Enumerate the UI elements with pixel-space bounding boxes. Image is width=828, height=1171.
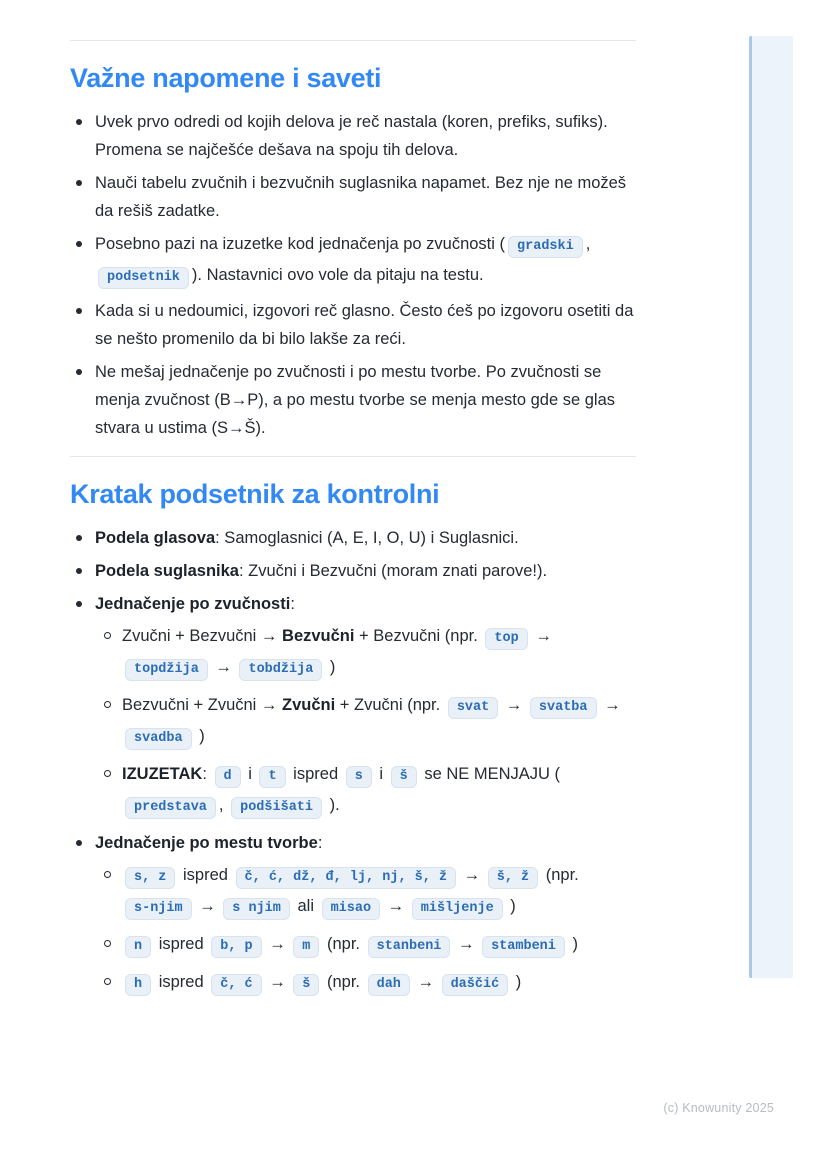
inline-code-badge: mišljenje	[412, 898, 503, 920]
text-run: Posebno pazi na izuzetke kod jednačenja po zvučnosti (	[95, 235, 506, 254]
inline-code-badge: s njim	[223, 898, 290, 920]
text-run: Kada si u nedoumici, izgovori reč glasno. Često ćeš po izgovoru osetiti da se nešto promenilo da bi bilo lakše za reći.	[95, 302, 634, 349]
text-run: →	[264, 935, 291, 954]
section-title: Važne napomene i saveti	[70, 63, 382, 93]
sections-container	[70, 40, 636, 999]
inline-code-badge: m	[293, 936, 319, 958]
bold-text: Jednačenje po mestu tvorbe	[95, 834, 318, 853]
text-run: ).	[325, 796, 340, 815]
text-run: ,	[585, 235, 591, 254]
inline-code-badge: svat	[448, 697, 498, 719]
text-run: (npr.	[322, 973, 365, 992]
inline-code-badge: podsetnik	[98, 267, 189, 289]
text-run: :	[202, 765, 212, 784]
text-run: Zvučni + Bezvučni →	[122, 627, 283, 646]
bold-text: Bezvučni	[282, 627, 355, 646]
text-run: i	[374, 765, 388, 784]
inline-code-badge: svadba	[125, 728, 192, 750]
text-run: →	[459, 866, 485, 885]
list-item	[70, 230, 636, 292]
text-run: ispred	[288, 765, 343, 784]
bold-text: IZUZETAK	[122, 765, 203, 784]
list-item	[70, 590, 636, 822]
text-run: →	[383, 897, 409, 916]
inline-code-badge: t	[259, 766, 285, 788]
text-run: →	[453, 935, 480, 954]
footer-credit: (c) Knowunity 2025	[663, 1101, 774, 1115]
list-item	[70, 169, 636, 225]
text-run: ispred	[178, 866, 233, 885]
inline-code-badge: č, ć, dž, đ, lj, nj, š, ž	[236, 867, 457, 889]
inline-code-badge: misao	[322, 898, 381, 920]
text-run: se NE MENJAJU (	[419, 765, 561, 784]
list-item	[95, 930, 636, 961]
text-run: : Samoglasnici (A, E, I, O, U) i Suglasnici.	[215, 529, 519, 548]
inline-code-badge: tobdžija	[239, 659, 322, 681]
text-run: )	[511, 973, 522, 992]
list-item	[70, 108, 636, 164]
list-item	[95, 968, 636, 999]
inline-code-badge: stanbeni	[368, 936, 451, 958]
text-run: Ne mešaj jednačenje po zvučnosti i po mestu tvorbe. Po zvučnosti se menja zvučnost (B→P), a po mestu tvorbe se menja mesto gde se glas stvara u ustima (S→Š).	[95, 363, 615, 438]
text-run: )	[325, 658, 336, 677]
bold-text: Zvučni	[282, 696, 336, 715]
list-item	[95, 861, 636, 923]
text-run: →	[194, 897, 221, 916]
section-title: Kratak podsetnik za kontrolni	[70, 479, 440, 510]
inline-code-badge: š	[293, 974, 319, 996]
document-content	[70, 0, 636, 1013]
list-item	[70, 524, 636, 552]
text-run: + Bezvučni (npr.	[354, 627, 483, 646]
bullet-list	[70, 524, 636, 999]
text-run: →	[599, 696, 621, 715]
list-item	[70, 557, 636, 585]
inline-code-badge: gradski	[508, 236, 583, 258]
text-run: :	[317, 834, 323, 853]
text-run: →	[210, 658, 237, 677]
text-run: ali	[292, 897, 319, 916]
inline-code-badge: dah	[368, 974, 410, 996]
bullet-list	[70, 108, 636, 442]
text-run: )	[567, 935, 578, 954]
text-run: →	[264, 973, 291, 992]
inline-code-badge: stambeni	[482, 936, 565, 958]
text-run: )	[505, 897, 516, 916]
text-run: : Zvučni i Bezvučni (moram znati parove!).	[238, 562, 548, 581]
section-divider	[70, 456, 636, 457]
inline-code-badge: š	[391, 766, 417, 788]
inline-code-badge: d	[215, 766, 241, 788]
text-run: i	[243, 765, 257, 784]
inline-code-badge: h	[125, 974, 151, 996]
inline-code-badge: s-njim	[125, 898, 192, 920]
inline-code-badge: svatba	[530, 697, 597, 719]
inline-code-badge: č, ć	[211, 974, 261, 996]
bold-text: Jednačenje po zvučnosti	[95, 595, 291, 614]
text-run: Bezvučni + Zvučni →	[122, 696, 283, 715]
inline-code-badge: s	[346, 766, 372, 788]
text-run: →	[530, 627, 552, 646]
list-item	[95, 622, 636, 684]
text-run: →	[412, 973, 439, 992]
text-run: (npr.	[541, 866, 579, 885]
list-item	[70, 829, 636, 999]
text-run: ,	[218, 796, 229, 815]
sub-bullet-list	[95, 861, 636, 999]
page-edge-strip	[749, 36, 793, 978]
list-item	[95, 691, 636, 753]
text-run: →	[501, 696, 527, 715]
text-run: (npr.	[322, 935, 365, 954]
inline-code-badge: b, p	[211, 936, 261, 958]
inline-code-badge: predstava	[125, 797, 216, 819]
sub-bullet-list	[95, 622, 636, 822]
inline-code-badge: š, ž	[488, 867, 538, 889]
text-run: :	[290, 595, 295, 614]
text-run: )	[194, 727, 205, 746]
bold-text: Podela suglasnika	[95, 562, 239, 581]
text-run: ispred	[154, 973, 209, 992]
list-item	[70, 297, 636, 353]
inline-code-badge: daščić	[442, 974, 509, 996]
inline-code-badge: top	[485, 628, 527, 650]
list-item	[95, 760, 636, 822]
inline-code-badge: podšišati	[231, 797, 322, 819]
section-divider	[70, 40, 636, 41]
text-run: Uvek prvo odredi od kojih delova je reč nastala (koren, prefiks, sufiks). Promena se najčešće dešava na spoju tih delova.	[95, 113, 608, 160]
text-run: + Zvučni (npr.	[335, 696, 445, 715]
text-run: ispred	[154, 935, 209, 954]
inline-code-badge: n	[125, 936, 151, 958]
bold-text: Podela glasova	[95, 529, 216, 548]
inline-code-badge: s, z	[125, 867, 175, 889]
text-run: ). Nastavnici ovo vole da pitaju na testu.	[191, 266, 484, 285]
text-run: Nauči tabelu zvučnih i bezvučnih suglasnika napamet. Bez nje ne možeš da rešiš zadatke.	[95, 174, 627, 221]
inline-code-badge: topdžija	[125, 659, 208, 681]
list-item	[70, 358, 636, 442]
